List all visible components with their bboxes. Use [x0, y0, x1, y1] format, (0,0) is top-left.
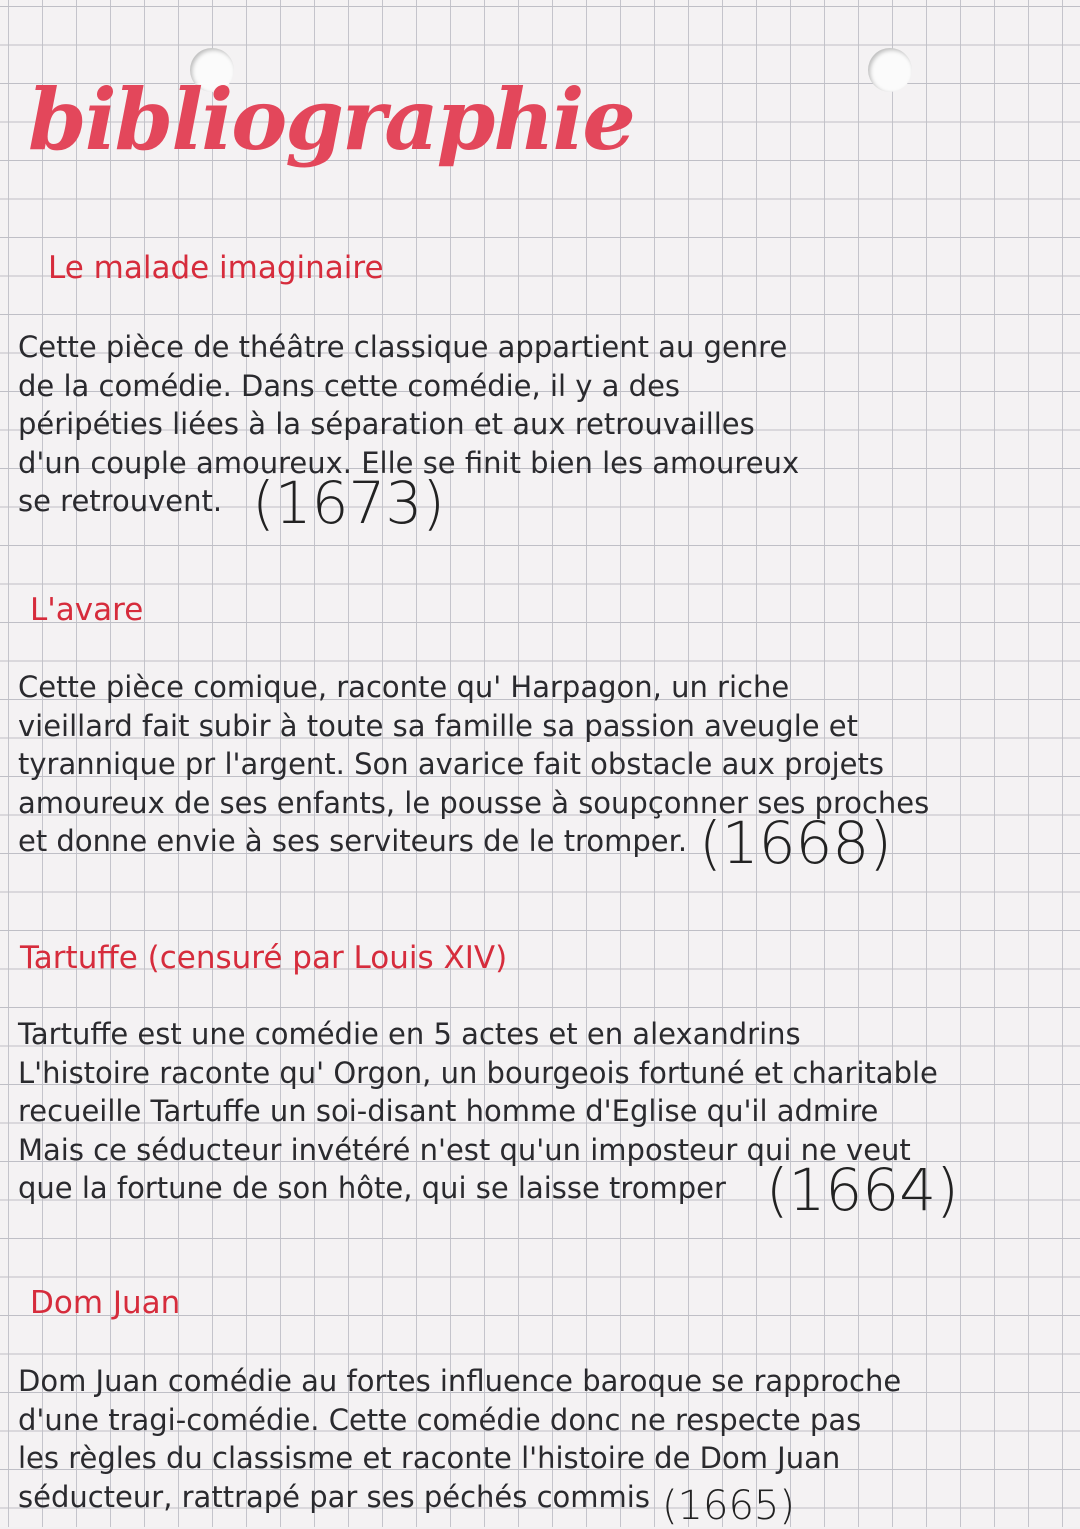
- text-line: Tartuffe est une comédie en 5 actes et en alexandrins: [18, 1017, 801, 1051]
- section-heading: Dom Juan: [30, 1285, 181, 1321]
- text-line: Cette pièce comique, raconte qu' Harpagon, un riche: [18, 670, 790, 704]
- text-line: les règles du classisme et raconte l'histoire de Dom Juan: [18, 1441, 841, 1475]
- text-line: séducteur, rattrapé par ses péchés commis: [18, 1479, 650, 1514]
- page-title: bibliographie: [28, 70, 634, 169]
- text-line: vieillard fait subir à toute sa famille sa passion aveugle et: [18, 708, 859, 743]
- section-heading: L'avare: [30, 592, 144, 628]
- text-line: amoureux de ses enfants, le pousse à soupçonner ses proches: [18, 785, 930, 820]
- text-line: recueille Tartuffe un soi-disant homme d'Eglise qu'il admire: [18, 1094, 879, 1128]
- year: (1664): [765, 1156, 959, 1224]
- punch-hole: [868, 48, 912, 92]
- section-heading: Le malade imaginaire: [48, 250, 384, 286]
- section-body: [18, 1362, 1068, 1529]
- year: (1668): [699, 809, 892, 877]
- text-line: et donne envie à ses serviteurs de le tromper.: [18, 824, 688, 858]
- text-line: Dom Juan comédie au fortes influence baroque se rapproche: [18, 1364, 902, 1398]
- text-line: se retrouvent.: [18, 484, 223, 518]
- text-line: d'une tragi-comédie. Cette comédie donc ne respecte pas: [18, 1402, 862, 1437]
- text-line: Cette pièce de théâtre classique appartient au genre: [18, 330, 788, 364]
- text-line: de la comédie. Dans cette comédie, il y a des: [18, 368, 681, 403]
- text-line: que la fortune de son hôte, qui se laisse tromper: [18, 1171, 726, 1205]
- section-body: [18, 328, 1068, 537]
- text-line: L'histoire raconte qu' Orgon, un bourgeois fortuné et charitable: [18, 1055, 938, 1090]
- text-line: Mais ce séducteur invétéré n'est qu'un imposteur qui ne veut: [18, 1132, 911, 1167]
- text-line: d'un couple amoureux. Elle se finit bien les amoureux: [18, 445, 800, 480]
- section-body: [18, 668, 1068, 877]
- text-line: péripéties liées à la séparation et aux retrouvailles: [18, 407, 755, 441]
- section-body: [18, 1015, 1068, 1224]
- text-line: tyrannique pr l'argent. Son avarice fait obstacle aux projets: [18, 747, 884, 781]
- section-heading: Tartuffe (censuré par Louis XIV): [20, 940, 508, 976]
- year: (1673): [252, 469, 445, 537]
- year: (1665): [661, 1482, 795, 1529]
